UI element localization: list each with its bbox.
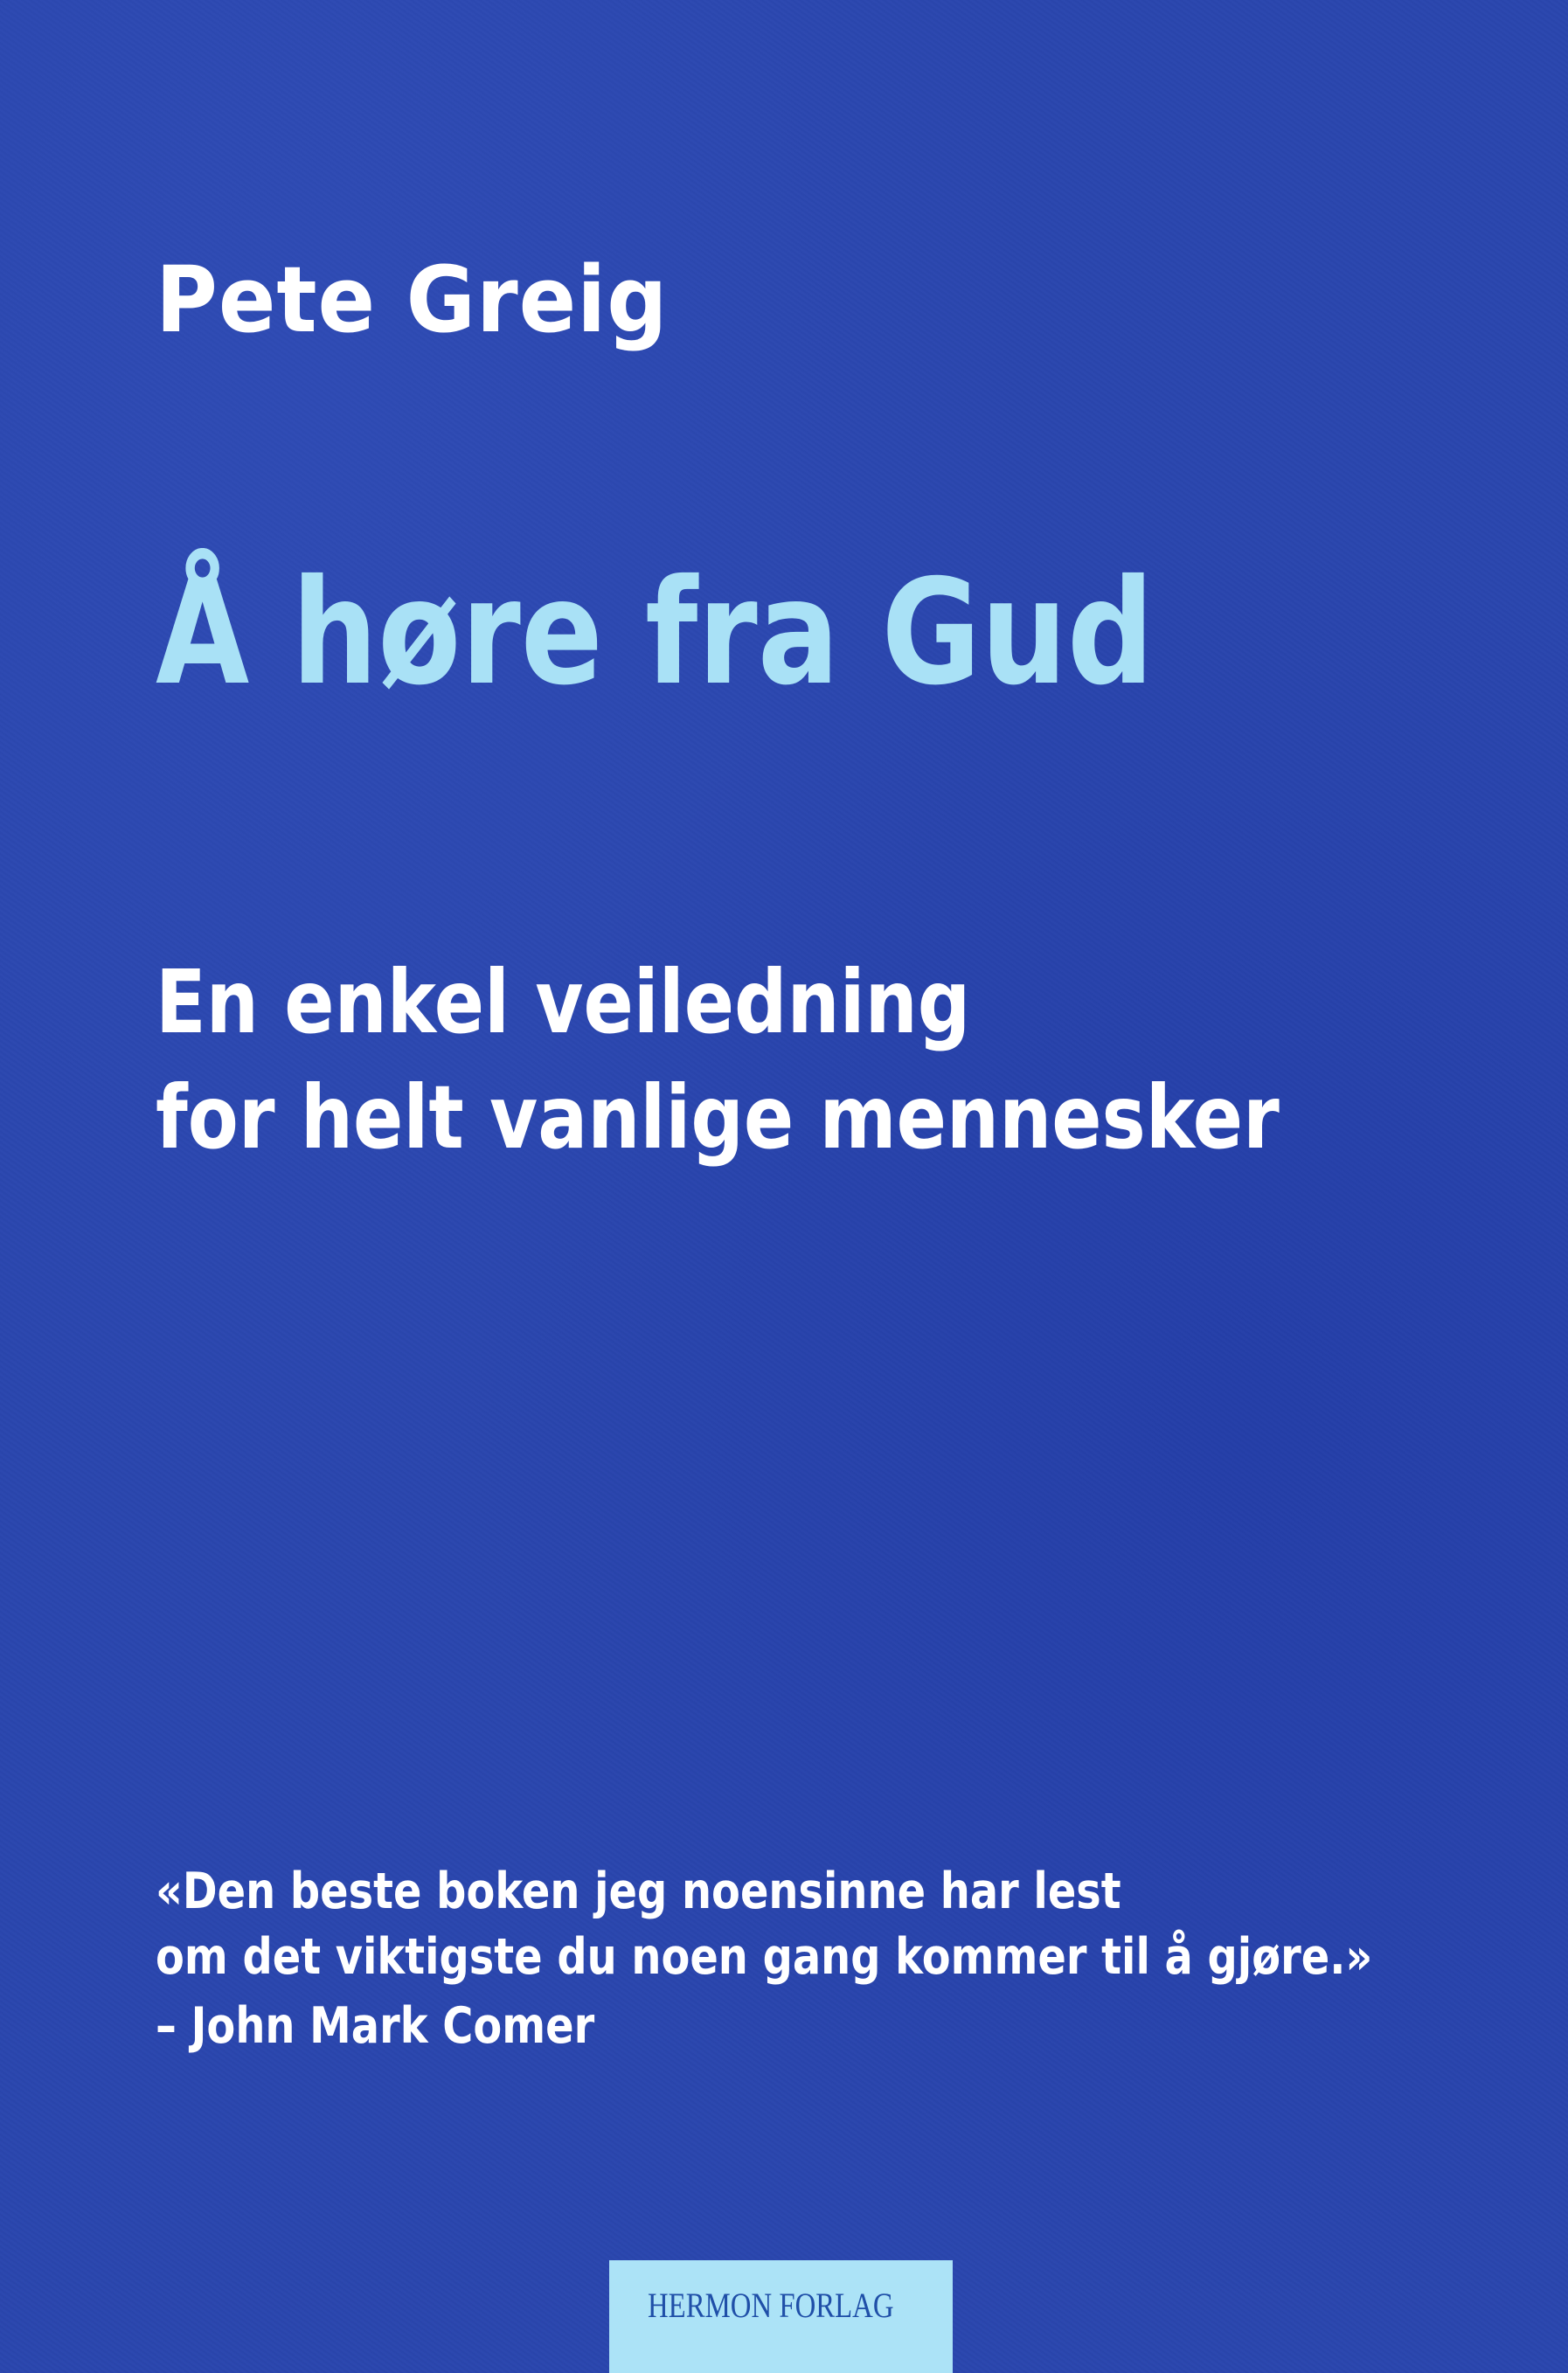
- author-name: Pete Greig: [156, 246, 669, 353]
- quote-line-1: «Den beste boken jeg noensinne har lest: [156, 1863, 1121, 1920]
- quote-line-2: om det viktigste du noen gang kommer til å gjøre.»: [156, 1928, 1373, 1986]
- publisher-logo-box: [609, 2260, 953, 2373]
- subtitle-line-2: for helt vanlige mennesker: [156, 1066, 1280, 1169]
- quote-attribution: – John Mark Comer: [156, 1997, 595, 2055]
- publisher-name: HERMON FORLAG: [648, 2286, 894, 2325]
- subtitle-line-1: En enkel veiledning: [156, 951, 971, 1053]
- book-title: Å høre fra Gud: [156, 549, 1155, 718]
